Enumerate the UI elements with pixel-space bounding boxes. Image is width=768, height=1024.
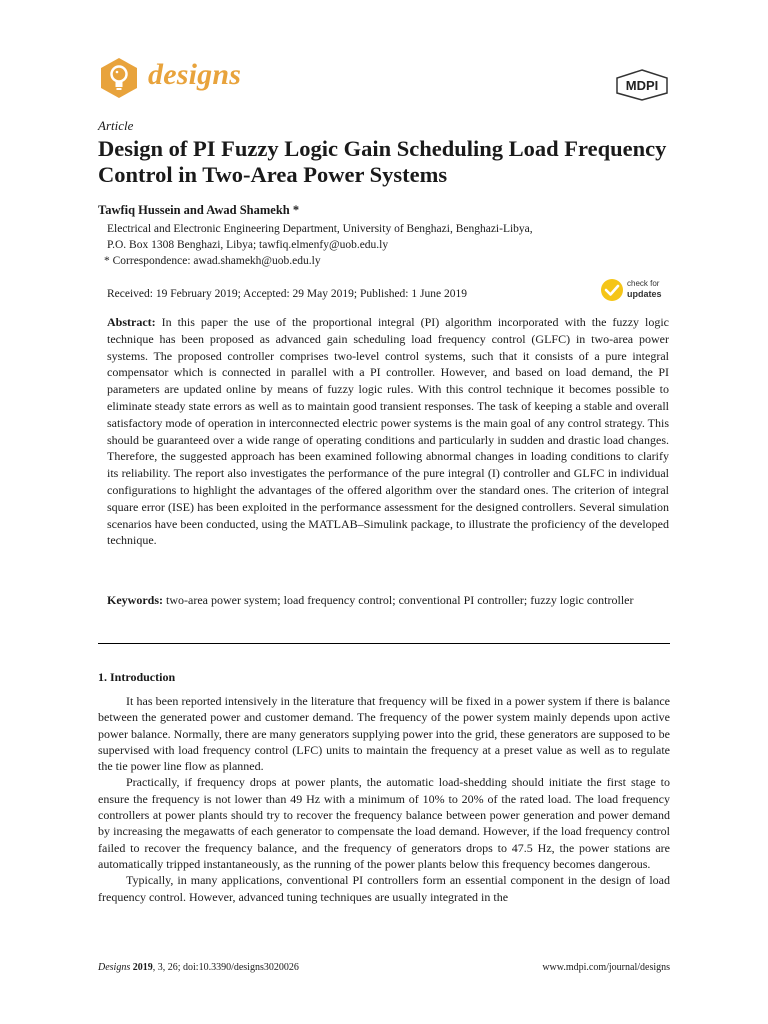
article-type: Article (98, 118, 134, 133)
keywords (107, 592, 669, 609)
correspondence: * Correspondence: awad.shamekh@uob.edu.ly (104, 255, 321, 267)
keywords-label: Keywords: (107, 593, 163, 607)
affiliation-line-1: Electrical and Electronic Engineering Department, University of Benghazi, Benghazi-Libya, (107, 223, 533, 235)
check-updates-icon (600, 278, 624, 302)
abstract (107, 314, 669, 549)
lightbulb-icon (98, 57, 140, 99)
section-divider (98, 643, 670, 644)
paragraph: Practically, if frequency drops at power plants, the automatic load-shedding should initiate the first stage to ensure the frequency is not lower than 49 Hz with a minimum of 10% to 20% of the rated load. The load frequency controllers at power plants should try to recover the frequency balance between power generation and power demand by increasing the megawatts of each generator to compensate the load demand. However, if the load frequency control failed to recover the frequency balance, and the frequency of generators drops to 47.5 Hz, the power stations are automatically tripped instantaneously, as the running of the power plants below this frequency becomes dangerous. (98, 775, 670, 871)
check-updates-line-1: check for (627, 279, 660, 288)
footer-doi: , 3, 26; doi:10.3390/designs3020026 (152, 962, 299, 973)
abstract-text: In this paper the use of the proportional integral (PI) algorithm incorporated with the fuzzy logic technique has been proposed as advanced gain scheduling load frequency control (GLFC) in two-area power systems. The proposed controller comprises two-level control systems, such that it consists of a pure integral compensator which is connected in parallel with a PI controller. However, and based on load demand, the PI parameters are updated online by means of fuzzy logic rules. With this control technique it becomes possible to eliminate steady state errors as well as to maintain good transient responses. The task of keeping a stable and overall satisfactory mode of operation in interconnected electric power systems is the main goal of any control strategy. This should be guaranteed over a wide range of operating conditions and particularly in sudden and drastic load changes. Therefore, the suggested approach has been examined following abnormal changes in loading conditions to clarify its reliability. The report also investigates the performance of the pure integral (I) controller and GLFC in individual configurations to highlight the advantages of the offered algorithm over the standard ones. The criterion of integral square error (ISE) has been exploited in the performance assessment for the designed controllers. Several simulation scenarios have been conducted, using the MATLAB–Simulink package, to illustrate the proficiency of the developed technique. (107, 315, 669, 548)
paragraph: It has been reported intensively in the literature that frequency will be fixed in a power system if there is balance between the generated power and customer demand. The frequency of the power system mainly depends upon active power balance. Normally, there are many generators supplying power into the grid, these generators are supposed to be supervised with load frequency control (LFC) units to maintain the frequency at a preset value as well as to regulate the tie power line flow as planned. (98, 694, 670, 774)
affiliation-line-2: P.O. Box 1308 Benghazi, Libya; tawfiq.elmenfy@uob.edu.ly (107, 239, 389, 251)
publication-dates: Received: 19 February 2019; Accepted: 29 May 2019; Published: 1 June 2019 (107, 288, 467, 300)
abstract-label: Abstract: (107, 315, 156, 329)
journal-name: designs (148, 58, 242, 91)
footer-citation (98, 962, 299, 973)
publisher-name: MDPI (625, 78, 659, 93)
footer-url[interactable]: www.mdpi.com/journal/designs (542, 962, 670, 973)
section-heading: 1. Introduction (98, 670, 176, 684)
footer-year: 2019 (132, 962, 153, 973)
footer-journal: Designs (98, 962, 131, 973)
keywords-text: two-area power system; load frequency control; conventional PI controller; fuzzy logic controller (166, 593, 634, 607)
author-list: Tawfiq Hussein and Awad Shamekh * (98, 203, 300, 217)
check-for-updates-badge[interactable] (600, 278, 672, 304)
check-updates-line-2: updates (627, 289, 662, 299)
introduction-body (98, 693, 670, 905)
paragraph: Typically, in many applications, conventional PI controllers form an essential component in the design of load frequency control. However, advanced tuning techniques are usually integrated in the (98, 873, 670, 904)
mdpi-logo (614, 68, 670, 102)
paper-title: Design of PI Fuzzy Logic Gain Scheduling Load Frequency Control in Two-Area Power Systems (98, 136, 667, 187)
